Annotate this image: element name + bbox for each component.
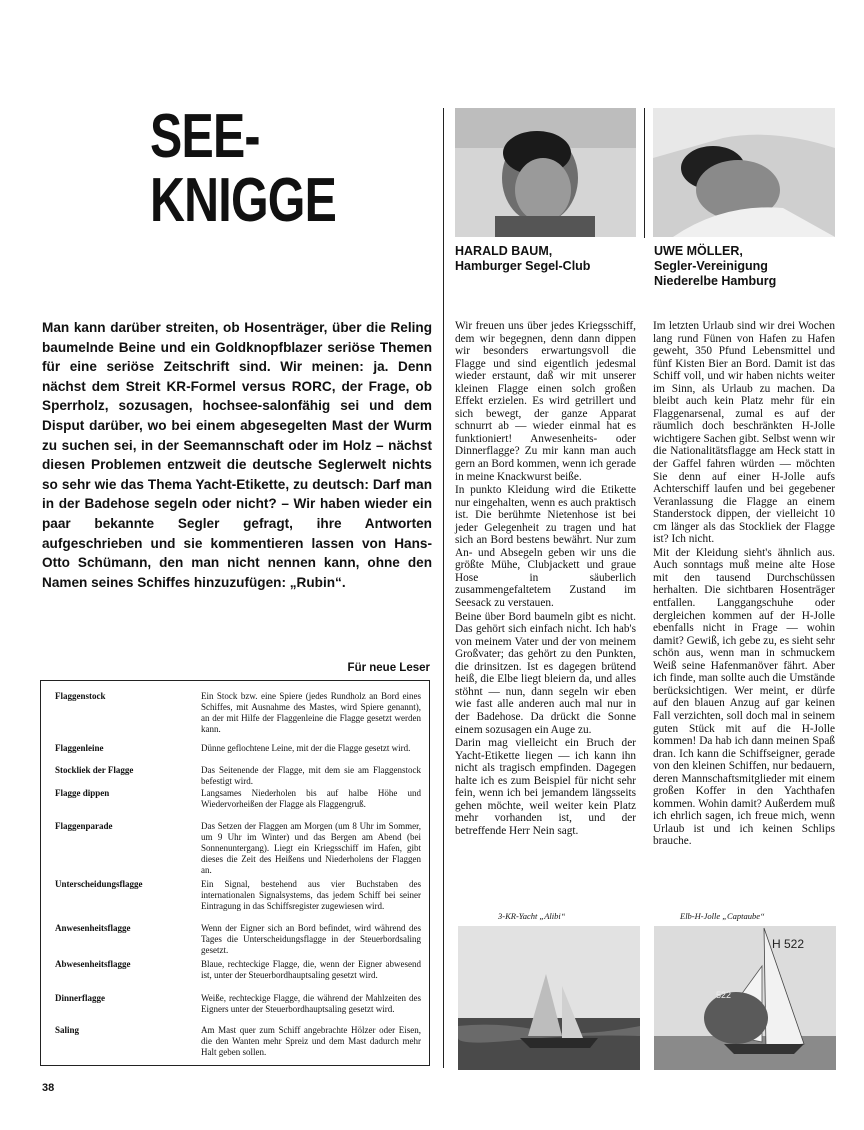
title-line-1: SEE- — [150, 102, 260, 171]
glossary-row — [55, 743, 425, 754]
photo-alibi-yacht — [458, 926, 640, 1070]
person-name-uwe-moeller — [654, 244, 834, 289]
glossary-term: Flagge dippen — [55, 788, 110, 798]
glossary-definition: Weiße, rechteckige Flagge, die während der Mahlzeiten des Eigners unter der Steuerbordhauptsaling gesetzt wird. — [201, 993, 421, 1014]
glossary-row — [55, 993, 425, 1015]
glossary-definition: Dünne geflochtene Leine, mit der die Flagge gesetzt wird. — [201, 743, 411, 753]
glossary-term: Stockliek der Flagge — [55, 765, 134, 775]
glossary-definition: Ein Stock bzw. eine Spiere (jedes Rundholz an Bord eines Schiffes, mit Ausnahme des Mastes, wird Spiere genannt), an der mit Hilfe der Flaggenleine die Flagge gesetzt werden kann. — [201, 691, 421, 734]
paragraph: Darin mag vielleicht ein Bruch der Yacht-Etikette liegen — ich kann ihn nicht als tragisch empfinden. Dagegen halte ich es zum Beispiel für nicht sehr fein, wenn ich bei jemandem längsseits gehen möchte, weil weiter kein Platz mehr vorhanden ist, und der betreffende Herr Nein sagt. — [455, 737, 636, 837]
glossary-box — [40, 680, 430, 1066]
sail-number-jib: 522 — [716, 990, 732, 1000]
portrait-photo-harald-baum — [455, 108, 636, 237]
glossary-definition: Wenn der Eigner sich an Bord befindet, wird während des Tages die Unterscheidungsflagge in der Steuerbordsaling gesetzt. — [201, 923, 421, 955]
glossary-term: Flaggenstock — [55, 691, 106, 701]
glossary-definition: Am Mast quer zum Schiff angebrachte Hölzer oder Eisen, die den Wanten mehr Spreiz und dem Mast dadurch mehr Halt geben sollen. — [201, 1025, 421, 1057]
paragraph: Mit der Kleidung sieht's ähnlich aus. Auch sonntags muß meine alte Hose mit den tausend Durchschüssen herhalten. Die sichtbaren Hosenträger entfallen. Langgangschuhe oder dergleichen kommen auf der H-Jolle ebenfalls nicht in Frage — wohin damit? Gewiß, ich gebe zu, es sieht sehr schön aus, wenn man in schmuckem Weiß seine Hafenmanöver fährt. Aber ich finde, man sollte auch die Umstände berücksichtigen. Wer meint, er dürfe auf den blauen Anzug auf gar keinen Fall verzichten, soll doch mal in seinem guten Stück mit auf die H-Jolle kommen! Da hab ich dann meinen Spaß dran. Ich kann die Schiffseigner, gerade von den kleinen Schiffen, nur bedauern, deren Mannschaftsmitglieder mit einem großen Koffer in den Yachthafen kommen. Wohin damit? Außerdem muß ich ehrlich sagen, ich freue mich, wenn Urlaub ist und ich keinen Schlips brauche. — [653, 546, 835, 848]
column-rule-left — [443, 108, 444, 1068]
glossary-definition: Langsames Niederholen bis auf halbe Höhe und Wiedervorheißen der Flagge als Flaggengruß. — [201, 788, 421, 809]
glossary-term: Anwesenheitsflagge — [55, 923, 131, 933]
glossary-definition: Ein Signal, bestehend aus vier Buchstaben des internationalen Signalsystems, das jedem Schiff bei seiner Eintragung in das Schiffsregister zugewiesen wird. — [201, 879, 421, 911]
photo-captaube-jolle — [654, 926, 836, 1070]
caption-alibi: 3-KR-Yacht „Alibi“ — [498, 911, 566, 921]
person-name-harald-baum — [455, 244, 590, 274]
glossary-term: Unterscheidungsflagge — [55, 879, 143, 889]
glossary-term: Flaggenleine — [55, 743, 104, 753]
person-name: UWE MÖLLER, — [654, 244, 743, 258]
glossary-term: Saling — [55, 1025, 80, 1035]
paragraph: In punkto Kleidung wird die Etikette nur eingehalten, wenn es auch praktisch ist. Die berühmte Nietenhose ist bei jeder Gelegenheit zu tragen und hat sich an Bord bestens bewährt. Nur zum An- und Absegeln geben wir uns die größte Mühe, Clubjackett und graue Hose in säuberlich zusammengefaltetem Zustand im Seesack zu verstauen. — [455, 484, 636, 610]
glossary-row — [55, 788, 425, 810]
paragraph: Wir freuen uns über jedes Kriegsschiff, dem wir begegnen, denn dann dippen wir besonders erwartungsvoll die Flagge und sind eigentlich jedesmal wieder erstaunt, daß wir mit unserer kleinen Flagge einen solch großen Effekt erzielen. Es wird getrillert und sich bewegt, der ganze Apparat schnurrt ab — wieder einmal hat es funktioniert! Anwesenheits- oder Dinnerflagge? Zu mir kann man auch gern an Bord kommen, wenn ich gerade in meine Knackwurst beiße. — [455, 320, 637, 483]
glossary-definition: Blaue, rechteckige Flagge, die, wenn der Eigner abwesend ist, unter der Steuerbordhauptsaling gesetzt wird. — [201, 959, 421, 980]
glossary-row — [55, 765, 425, 787]
column-rule-photos — [644, 108, 645, 238]
glossary-row — [55, 959, 425, 981]
glossary-row — [55, 691, 425, 735]
glossary-row — [55, 821, 425, 876]
page-number: 38 — [42, 1082, 55, 1094]
glossary-term: Abwesenheitsflagge — [55, 959, 131, 969]
glossary-row — [55, 1025, 425, 1058]
person-club: Hamburger Segel-Club — [455, 259, 591, 273]
sail-number-top: H 522 — [772, 937, 805, 951]
paragraph: Im letzten Urlaub sind wir drei Wochen lang rund Fünen von Hafen zu Hafen geweht, 350 Pfund Lebensmittel und fünf Kisten Bier an Bord. Damit ist das Schiff voll, und wir haben nichts weiter im Sinn, als Urlaub zu machen. Da bleibt auch kein Platz mehr für ein Flaggenarsenal, zumal es auf der räumlich doch beschränkten H-Jolle wichtigere Sachen gibt. Selbst wenn wir die Nationalitätsflagge am Heck statt in der Gaffel fahren würden — möchten Sie denn auf einer H-Jolle aufs Achterschiff laufen und bei gegebener Veranlassung die Flagge an einem Standerstock dippen, der vielleicht 10 cm länger als das Stockliek der Flagge ist? Ich nicht. — [653, 320, 835, 546]
person-club: Segler-Vereinigung Niederelbe Hamburg — [654, 259, 777, 288]
answer-column-harald-baum — [455, 320, 636, 838]
intro-paragraph: Man kann darüber streiten, ob Hosenträger, über die Reling baumelnde Beine und ein Goldknopfblazer seriöse Themen für eine seriöse Zeitschrift sind. Wir meinen: ja. Denn nächst dem Streit KR-Formel versus RORC, der Frage, ob Sperrholz, sozusagen, hochsee-salonfähig sei und dem Disput darüber, wo bei einem abgesegelten Mast der Wurm zu suchen sei, in der Seemannschaft oder im Holz – nächst diesen Problemen entzweit die deutsche Seglerwelt nichts so sehr wie das Thema Yacht-Etikette, zu deutsch: Darf man in der Badehose segeln oder nicht? – Wir haben wieder ein paar bekannte Segler gefragt, ihre Antworten aufgeschrieben und sie kommentieren lassen von Hans-Otto Schümann, den man nicht nennen kann, ohne den Namen seines Schiffes hinzuzufügen: „Rubin“. — [42, 320, 432, 590]
article-title — [150, 102, 337, 235]
glossary-definition: Das Seitenende der Flagge, mit dem sie am Flaggenstock befestigt wird. — [201, 765, 421, 786]
glossary-heading: Für neue Leser — [347, 662, 430, 674]
answer-column-uwe-moeller — [653, 320, 835, 849]
person-name: HARALD BAUM, — [455, 244, 553, 258]
glossary-row — [55, 879, 425, 912]
glossary-term: Dinnerflagge — [55, 993, 105, 1003]
caption-captaube: Elb-H-Jolle „Captaube“ — [680, 911, 765, 921]
portrait-photo-uwe-moeller — [653, 108, 835, 237]
title-line-2: KNIGGE — [150, 166, 337, 235]
glossary-term: Flaggenparade — [55, 821, 113, 831]
glossary-definition: Das Setzen der Flaggen am Morgen (um 8 Uhr im Sommer, um 9 Uhr im Winter) und das Bergen am Abend (bei Sonnenuntergang). Liegt ein Kriegsschiff im Hafen, gibt dieses die Zeit des Heißens und Niederholens der Flaggen an. — [201, 821, 421, 875]
paragraph: Beine über Bord baumeln gibt es nicht. Das gehört sich einfach nicht. Ich hab's von meinem Vater und der von meinem Großvater; das gehört zu den Punkten, die drinsitzen. Ist es dagegen brütend heiß, die Elbe liegt bleiern da, und alles stöhnt — nun, dann segeln wir eben wie fast alle anderen auch mal nur in der Badehose. Da drückt die Sonne einem sozusagen ein Auge zu. — [455, 610, 636, 736]
glossary-row — [55, 923, 425, 956]
